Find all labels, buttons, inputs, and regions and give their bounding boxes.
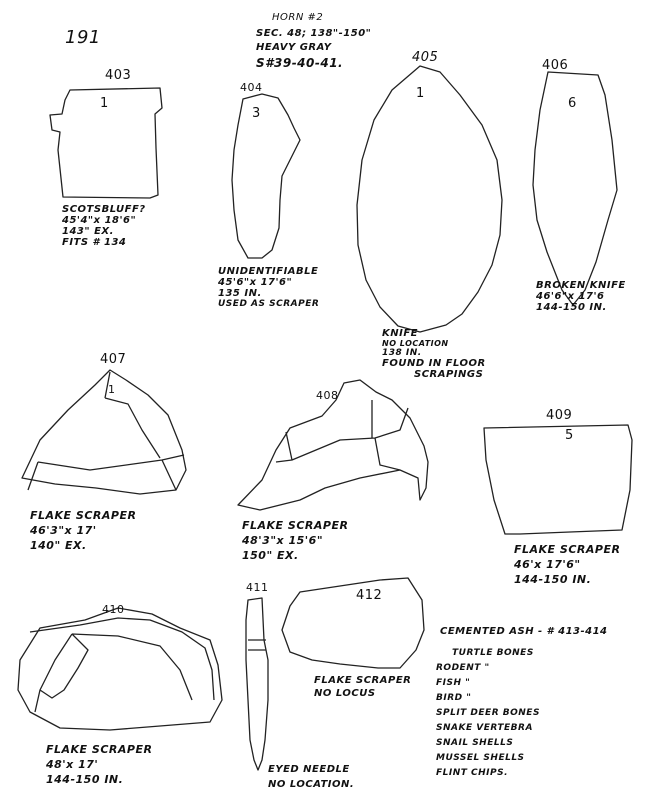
artifact-412-outline: [282, 578, 424, 668]
desc-405-line-3: 138 IN.: [382, 348, 422, 358]
ash-list-title: CEMENTED ASH - # 413-414: [440, 626, 608, 637]
catalog-404: 404: [240, 81, 263, 94]
desc-405-line-2: NO LOCATION: [382, 339, 449, 348]
desc-403-line-2: 45'4"x 18'6": [62, 215, 137, 226]
header-line-4: S#39-40-41.: [256, 56, 344, 70]
desc-404: [218, 266, 319, 310]
desc-403-line-3: 143" EX.: [62, 226, 114, 237]
desc-403-line-4: FITS # 134: [62, 237, 127, 248]
artifact-408-facets: [276, 400, 408, 470]
catalog-411: 411: [246, 581, 269, 594]
ash-item: FLINT CHIPS.: [436, 768, 509, 778]
mark-403: 1: [100, 96, 109, 111]
desc-404-line-4: USED AS SCRAPER: [218, 299, 320, 309]
desc-410: [46, 742, 152, 787]
desc-409-line-2: 46'x 17'6": [514, 558, 581, 571]
desc-409-line-1: FLAKE SCRAPER: [514, 543, 621, 556]
desc-407: [30, 508, 136, 553]
ash-item: SNAKE VERTEBRA: [436, 723, 533, 733]
page-number: 191: [65, 27, 101, 48]
desc-404-line-2: 45'6"x 17'6": [218, 277, 293, 288]
desc-405-line-4: FOUND IN FLOOR: [382, 358, 486, 369]
catalog-412: 412: [356, 588, 383, 603]
catalog-405: 405: [412, 50, 439, 65]
artifact-411-eye: [248, 640, 266, 650]
catalog-410: 410: [102, 603, 125, 616]
mark-406: 6: [568, 96, 577, 111]
artifact-405-outline: [357, 66, 502, 332]
desc-405: [382, 328, 486, 380]
catalog-407: 407: [100, 352, 127, 367]
ash-list: [436, 646, 540, 781]
desc-405-line-5: SCRAPINGS: [414, 369, 484, 380]
desc-403: [62, 204, 146, 248]
catalog-406: 406: [542, 58, 569, 73]
ash-item: TURTLE BONES: [452, 648, 534, 658]
header-line-3: HEAVY GRAY: [256, 42, 332, 53]
artifact-407-outline: [22, 370, 186, 494]
artifact-410-outline: [18, 608, 222, 730]
header-line-2: SEC. 48; 138"-150": [256, 28, 372, 39]
desc-407-line-2: 46'3"x 17': [30, 524, 97, 537]
ash-item: FISH ": [436, 678, 471, 688]
desc-411: [268, 762, 354, 792]
ash-item: SPLIT DEER BONES: [436, 708, 540, 718]
ash-item: BIRD ": [436, 693, 472, 703]
desc-408: [242, 518, 348, 563]
desc-406-line-2: 46'6"x 17'6: [536, 291, 605, 302]
catalog-408: 408: [316, 389, 339, 402]
desc-410-line-2: 48'x 17': [46, 758, 99, 771]
desc-408-line-1: FLAKE SCRAPER: [242, 519, 349, 532]
desc-404-line-3: 135 IN.: [218, 288, 262, 299]
desc-403-line-1: SCOTSBLUFF?: [62, 204, 146, 215]
desc-408-line-2: 48'3"x 15'6": [242, 534, 324, 547]
mark-404: 3: [252, 106, 261, 121]
desc-404-line-1: UNIDENTIFIABLE: [218, 266, 319, 277]
mark-407: 1: [108, 383, 116, 396]
catalog-403: 403: [105, 68, 132, 83]
artifact-407-facets: [28, 372, 184, 490]
desc-407-line-3: 140" EX.: [30, 539, 87, 552]
mark-405: 1: [416, 86, 425, 101]
desc-406-line-3: 144-150 IN.: [536, 302, 607, 313]
artifact-409-outline: [484, 425, 632, 534]
ash-item: MUSSEL SHELLS: [436, 753, 525, 763]
mark-409: 5: [565, 428, 574, 443]
artifact-411-outline: [246, 598, 268, 770]
artifact-404-outline: [232, 94, 300, 258]
desc-412-line-1: FLAKE SCRAPER: [314, 675, 412, 686]
desc-409-line-3: 144-150 IN.: [514, 573, 592, 586]
desc-405-line-1: KNIFE: [382, 328, 419, 339]
desc-410-line-1: FLAKE SCRAPER: [46, 743, 153, 756]
catalog-409: 409: [546, 408, 573, 423]
ash-item: SNAIL SHELLS: [436, 738, 514, 748]
desc-406-line-1: BROKEN KNIFE: [536, 280, 626, 291]
desc-406: [536, 280, 626, 313]
desc-411-line-2: NO LOCATION.: [268, 779, 355, 790]
desc-410-line-3: 144-150 IN.: [46, 773, 124, 786]
desc-409: [514, 542, 620, 587]
artifact-410-facets: [30, 618, 214, 712]
ash-item: RODENT ": [436, 663, 490, 673]
desc-412-line-2: NO LOCUS: [314, 688, 376, 699]
header-line-1: HORN #2: [272, 12, 324, 23]
desc-411-line-1: EYED NEEDLE: [268, 764, 350, 775]
desc-408-line-3: 150" EX.: [242, 549, 299, 562]
desc-412: [314, 674, 411, 700]
desc-407-line-1: FLAKE SCRAPER: [30, 509, 137, 522]
